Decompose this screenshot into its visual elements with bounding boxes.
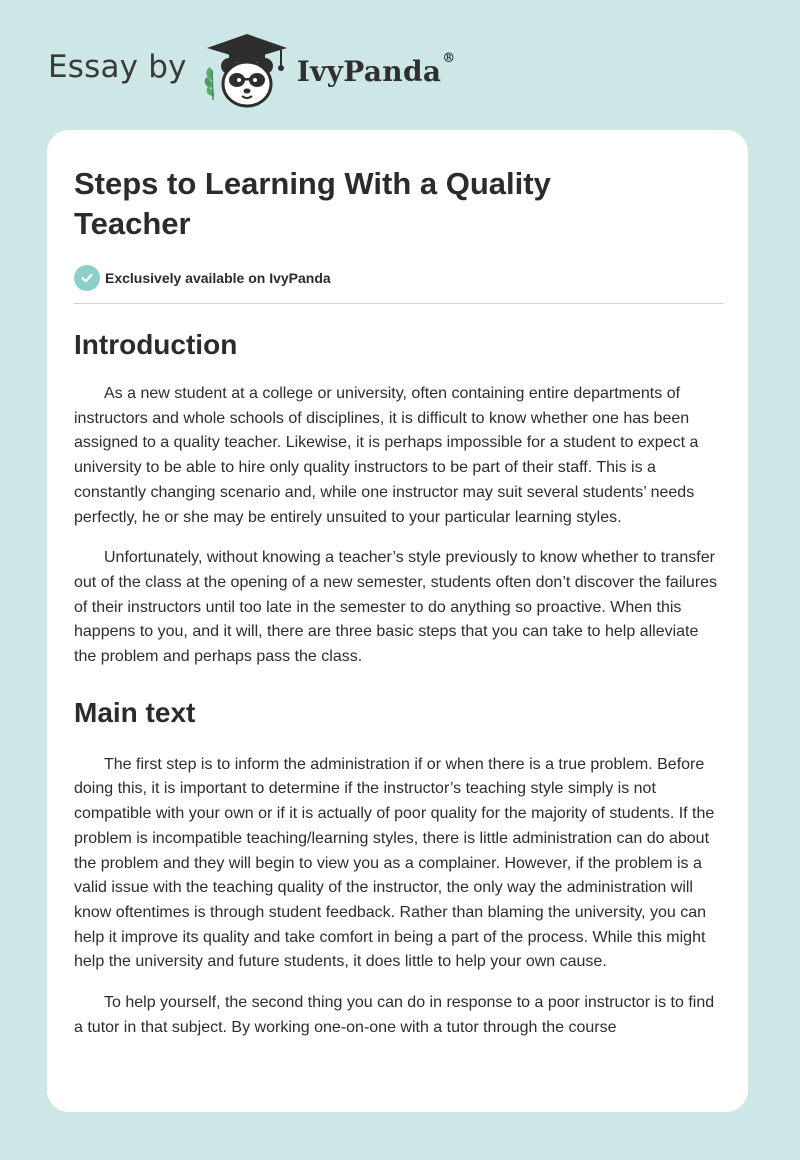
divider [74,303,723,304]
site-header [48,30,456,110]
panda-graduate-icon [201,30,293,110]
section-heading-main-text: Main text [74,696,196,728]
essay-by-label: Essay by [48,49,187,85]
essay-content [74,164,722,1040]
paragraph: The first step is to inform the administration if or when there is a true problem. Before doing this, it is important to determine if the instructor’s teaching style simply is not compatible with your own or if it is actually of poor quality for the majority of students. If the problem is incompatible teaching/learning styles, there is little administration can do about the problem and they will begin to view you as a complainer. However, if the problem is a valid issue with the teaching quality of the instructor, the only way the administration will know oftentimes is through student feedback. Rather than blaming the university, you can help it improve its quality and take comfort in being a part of the process. While this might help the university and future students, it does little to help your own cause. [74,755,715,971]
page-title: Steps to Learning With a Quality Teacher [74,166,551,241]
exclusive-badge [74,265,722,291]
paragraph: To help yourself, the second thing you can do in response to a poor instructor is to find a tutor in that subject. By working one-on-one with a tutor through the course [74,994,715,1036]
exclusive-label: Exclusively available on IvyPanda [105,270,331,286]
paragraph: Unfortunately, without knowing a teacher’s style previously to know whether to transfer out of the class at the opening of a new semester, students often don’t discover the failures of their instructors until too late in the semester to do anything so proactive. When this happens to you, and it will, there are three basic steps that you can take to help alleviate the problem and perhaps pass the class. [74,549,718,666]
paragraph: As a new student at a college or university, often containing entire departments of instructors and whole schools of disciplines, it is difficult to know whether one has been assigned to a quality teacher. Likewise, it is perhaps impossible for a student to expect a university to be able to hire only quality instructors to be part of their staff. This is a constantly changing scenario and, while one instructor may suit several students’ needs perfectly, he or she may be entirely unsuited to your particular learning styles. [74,385,699,526]
section-heading-introduction: Introduction [74,329,238,360]
check-icon [74,265,100,291]
essay-card [47,130,748,1112]
brand-name: IvyPanda® [296,50,456,88]
registered-mark: ® [442,50,456,66]
